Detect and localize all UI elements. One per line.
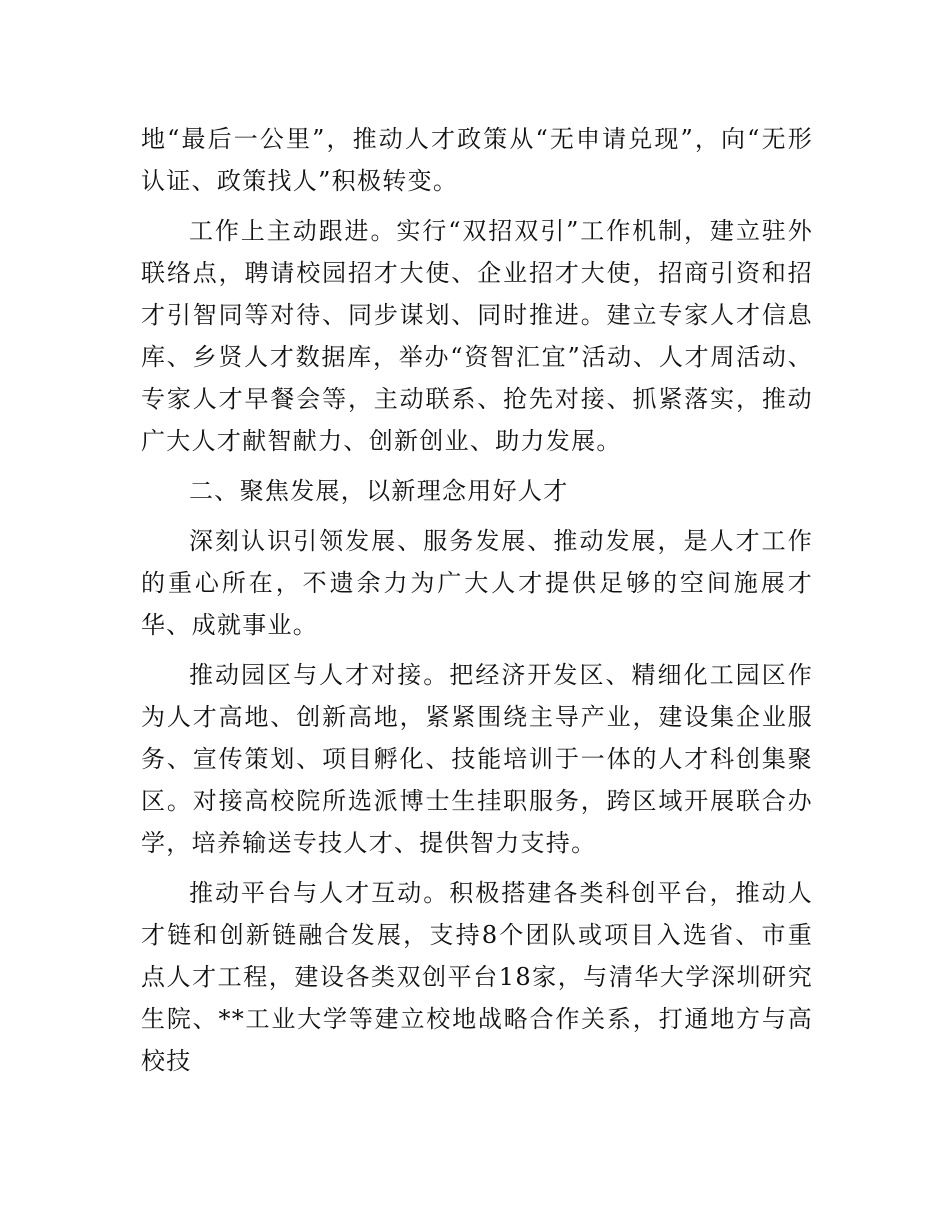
section-heading-2: 二、聚焦发展，以新理念用好人才 [189, 477, 569, 505]
document-body [141, 118, 813, 1090]
paragraph-platform-talent: 推动平台与人才互动。积极搭建各类科创平台，推动人才链和创新链融合发展，支持8个团队或项目入选省、市重点人才工程，建设各类双创平台18家，与清华大学深圳研究生院、**工业大学等建立校地战略合作关系，打通地方与高校技 [141, 879, 813, 1075]
paragraph-development-focus: 深刻认识引领发展、服务发展、推动发展，是人才工作的重心所在，不遗余力为广大人才提供足够的空间施展才华、成就事业。 [141, 527, 813, 639]
paragraph-continued: 地“最后一公里”，推动人才政策从“无申请兑现”，向“无形认证、政策找人”积极转变。 [141, 125, 813, 195]
paragraph-work-follow-up: 工作上主动跟进。实行“双招双引”工作机制，建立驻外联络点，聘请校园招才大使、企业招才大使，招商引资和招才引智同等对待、同步谋划、同时推进。建立专家人才信息库、乡贤人才数据库，举办“资智汇宜”活动、人才周活动、专家人才早餐会等，主动联系、抢先对接、抓紧落实，推动广大人才献智献力、创新创业、助力发展。 [141, 217, 813, 455]
paragraph-park-talent: 推动园区与人才对接。把经济开发区、精细化工园区作为人才高地、创新高地，紧紧围绕主导产业，建设集企业服务、宣传策划、项目孵化、技能培训于一体的人才科创集聚区。对接高校院所选派博士生挂职服务，跨区域开展联合办学，培养输送专技人才、提供智力支持。 [141, 661, 813, 857]
